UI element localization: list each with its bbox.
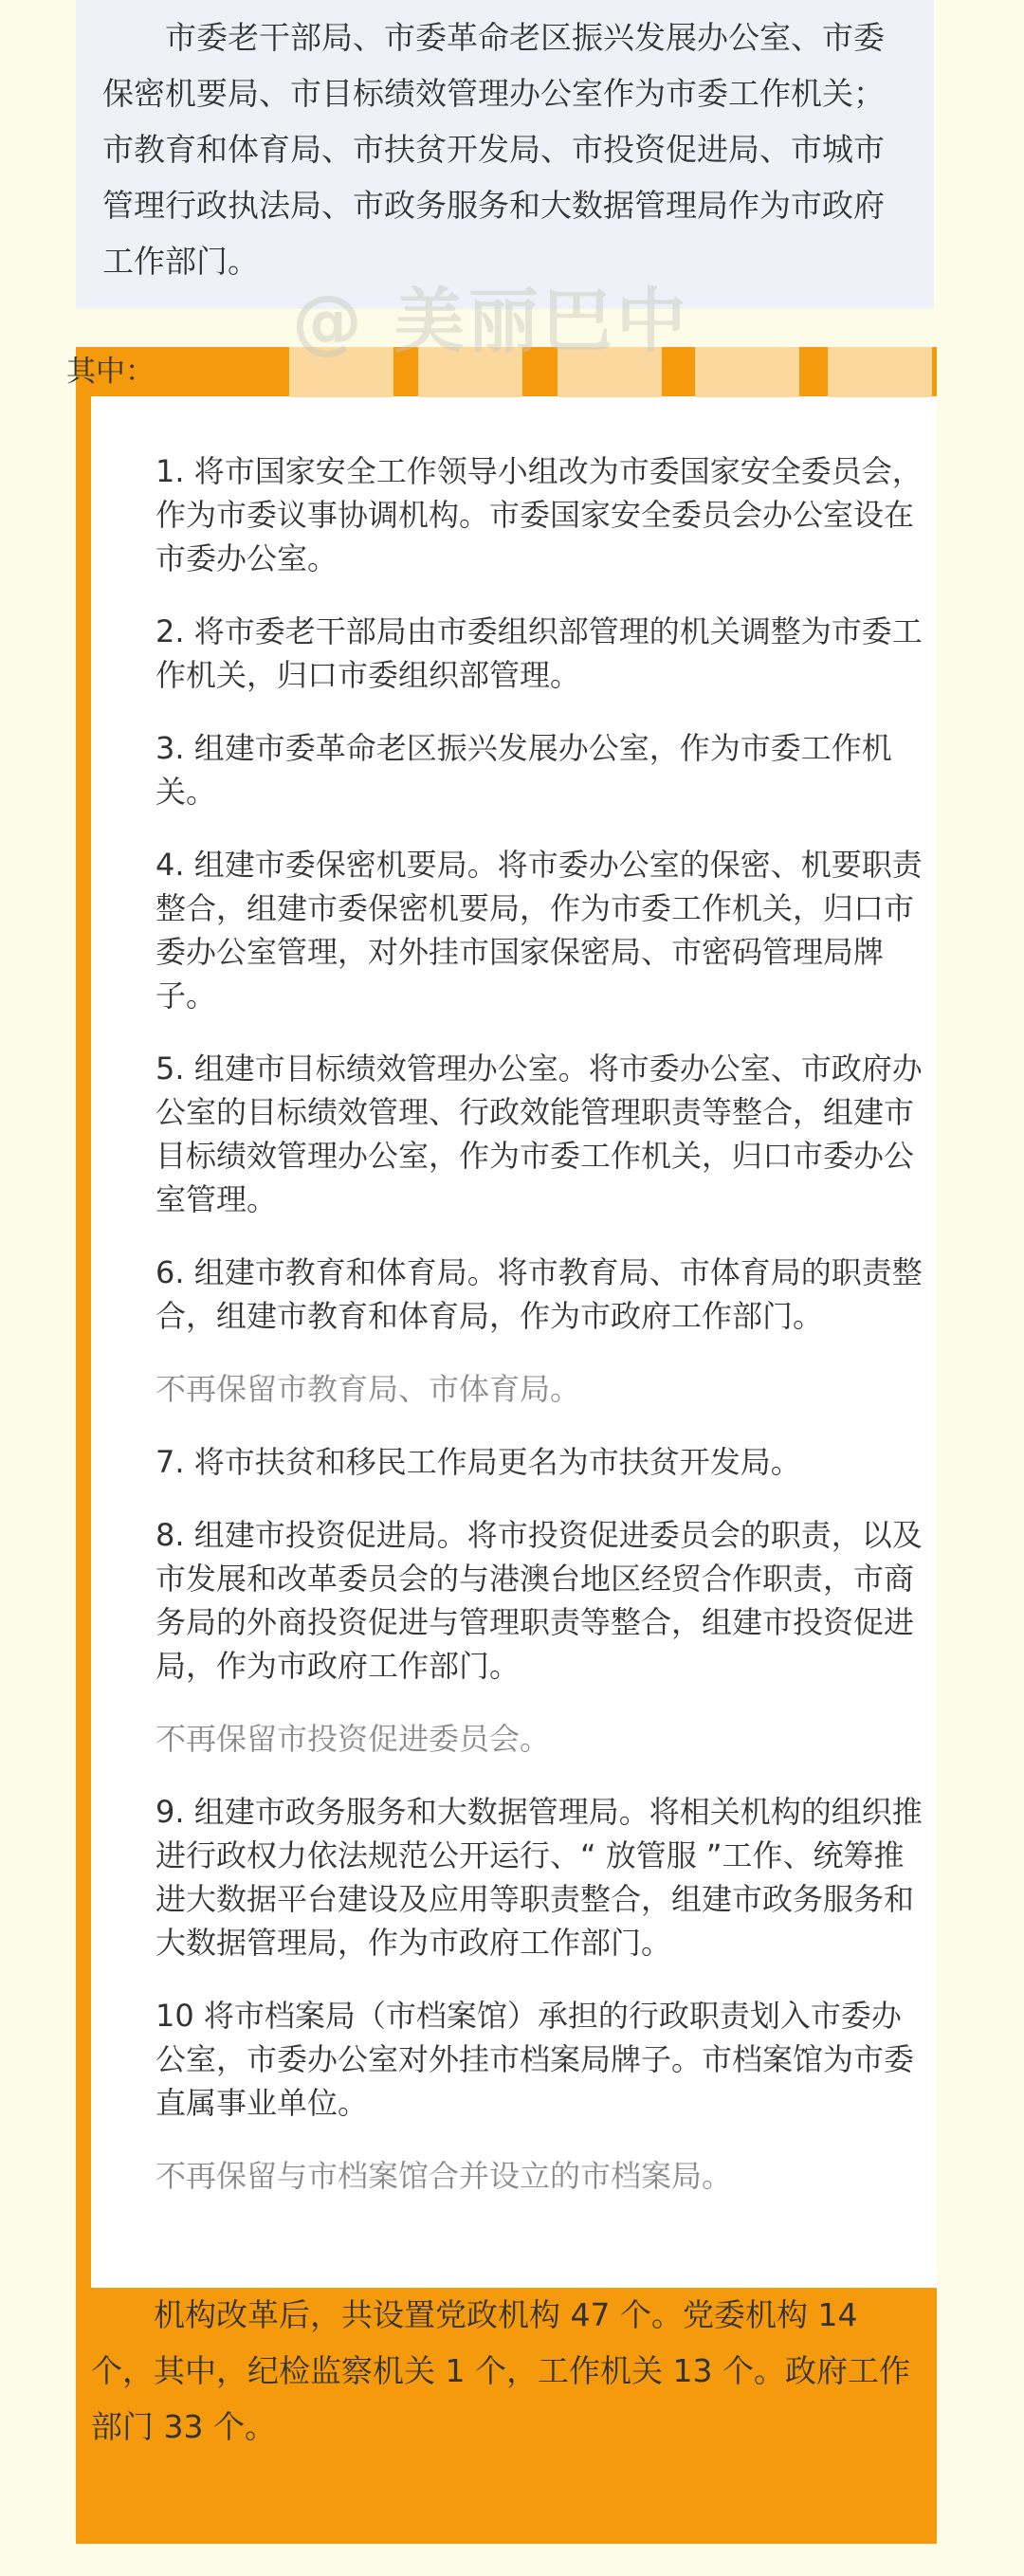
summary-box [91, 2287, 925, 2455]
intro-box [76, 0, 934, 309]
item-list [155, 449, 925, 2227]
tab-decoration-block [695, 347, 799, 397]
list-item: 10 将市档案局（市档案馆）承担的行政职责划入市委办公室，市委办公室对外挂市档案局牌子。市档案馆为市委直属事业单位。 [155, 1998, 915, 2121]
list-item: 6. 组建市教育和体育局。将市教育局、市体育局的职责整合，组建市教育和体育局，作为市政府工作部门。 [155, 1254, 923, 1334]
list-item-note: 不再保留市投资促进委员会。 [155, 1721, 551, 1757]
list-item-note: 不再保留与市档案馆合并设立的市档案局。 [155, 2158, 733, 2194]
list-item: 4. 组建市委保密机要局。将市委办公室的保密、机要职责整合，组建市委保密机要局，作为市委工作机关，归口市委办公室管理，对外挂市国家保密局、市密码管理局牌子。 [155, 847, 923, 1014]
list-item: 1. 将市国家安全工作领导小组改为市委国家安全委员会，作为市委议事协调机构。市委国家安全委员会办公室设在市委办公室。 [155, 453, 923, 576]
summary-paragraph: 机构改革后，共设置党政机构 47 个。党委机构 14 个，其中，纪检监察机关 1 个，工作机关 13 个。政府工作部门 33 个。 [91, 2296, 910, 2445]
tab-decoration-block [828, 347, 932, 397]
list-item: 2. 将市委老干部局由市委组织部管理的机关调整为市委工作机关，归口市委组织部管理。 [155, 613, 923, 693]
list-item: 9. 组建市政务服务和大数据管理局。将相关机构的组织推进行政权力依法规范公开运行、“ 放管服 ”工作、统筹推进大数据平台建设及应用等职责整合，组建市政务服务和大数据管理局，作为市政府工作部门。 [155, 1794, 923, 1961]
watermark: @ 美丽巴中 [292, 281, 690, 362]
list-item: 3. 组建市委革命老区振兴发展办公室，作为市委工作机关。 [155, 730, 892, 810]
intro-paragraph: 市委老干部局、市委革命老区振兴发展办公室、市委保密机要局、市目标绩效管理办公室作为市委工作机关；市教育和体育局、市扶贫开发局、市投资促进局、市城市管理行政执法局、市政务服务和大数据管理局作为市政府工作部门。 [102, 19, 885, 280]
section-label: 其中： [66, 355, 155, 389]
list-item: 8. 组建市投资促进局。将市投资促进委员会的职责，以及市发展和改革委员会的与港澳台地区经贸合作职责，市商务局的外商投资促进与管理职责等整合，组建市投资促进 局，作为市政府工作部门。 [155, 1517, 923, 1684]
list-item: 5. 组建市目标绩效管理办公室。将市委办公室、市政府办公室的目标绩效管理、行政效能管理职责等整合，组建市目标绩效管理办公室，作为市委工作机关，归口市委办公室管理。 [155, 1050, 923, 1217]
list-item-note: 不再保留市教育局、市体育局。 [155, 1371, 581, 1407]
list-item: 7. 将市扶贫和移民工作局更名为市扶贫开发局。 [155, 1444, 801, 1480]
